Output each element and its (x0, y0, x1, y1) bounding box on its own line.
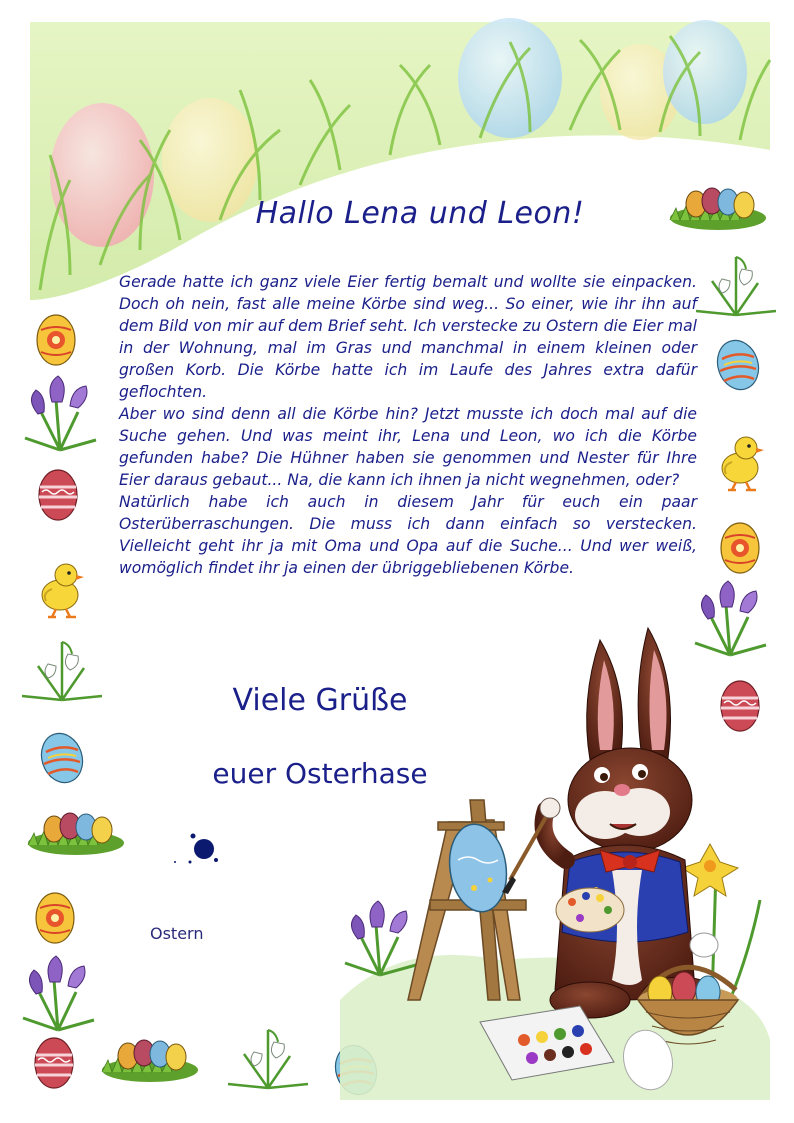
egg-icon (35, 728, 88, 788)
signature-text: euer Osterhase (212, 757, 428, 790)
egg-icon (35, 1038, 73, 1088)
closing-text: Viele Grüße (232, 683, 408, 718)
egg-icon (36, 893, 74, 943)
chick-icon (722, 437, 764, 490)
egg-icon (711, 335, 764, 395)
place-text: Ostern (150, 924, 204, 943)
snowdrop-icon (696, 257, 776, 315)
greeting-heading: Hallo Lena und Leon! (255, 196, 585, 231)
egg-icon (39, 470, 77, 520)
egg-icon (37, 315, 75, 365)
letter-paragraph: Natürlich habe ich auch in diesem Jahr für euch ein paar Osterüberraschungen. Die muss ich dann einfach so verstecken. Vielleicht geht ihr ja mit Oma und Opa auf die Suche... Und wer weiß, womöglich findet ihr ja einen der übriggebliebenen Körbe. (119, 493, 697, 577)
crocus-icon (695, 581, 766, 655)
crocus-icon (25, 376, 96, 450)
egg-nest-icon (670, 188, 766, 230)
ink-blot (174, 834, 218, 864)
letter-paragraph: Aber wo sind denn all die Körbe hin? Jetzt musste ich doch mal auf die Suche gehen. Und was meint ihr, Lena und Leon, wo ich die Körbe gefunden habe? Die Hühner haben sie genommen und Nester für Ihre Eier daraus gebaut... Na, die kann ich ihnen ja nicht wegnehmen, oder? (119, 405, 697, 489)
snowdrop-icon (22, 642, 102, 700)
egg-icon (721, 523, 759, 573)
letter-paragraph: Gerade hatte ich ganz viele Eier fertig bemalt und wollte sie einpacken. Doch oh nein, fast alle meine Körbe sind weg... So einer, wie ihr ihn auf dem Bild von mir auf dem Brief seht. Ich verstecke zu Ostern die Eier mal in der Wohnung, mal im Gras und manchmal in einem kleinen oder großen Korb. Die Körbe hatte ich im Laufe des Jahres extra dafür geflochten. (119, 273, 697, 401)
egg-nest-icon (28, 813, 124, 855)
egg-icon (721, 681, 759, 731)
chick-icon (42, 564, 84, 617)
letter-body (119, 271, 697, 579)
crocus-icon (23, 956, 94, 1030)
egg-nest-icon (102, 1040, 198, 1082)
snowdrop-icon (228, 1030, 308, 1088)
